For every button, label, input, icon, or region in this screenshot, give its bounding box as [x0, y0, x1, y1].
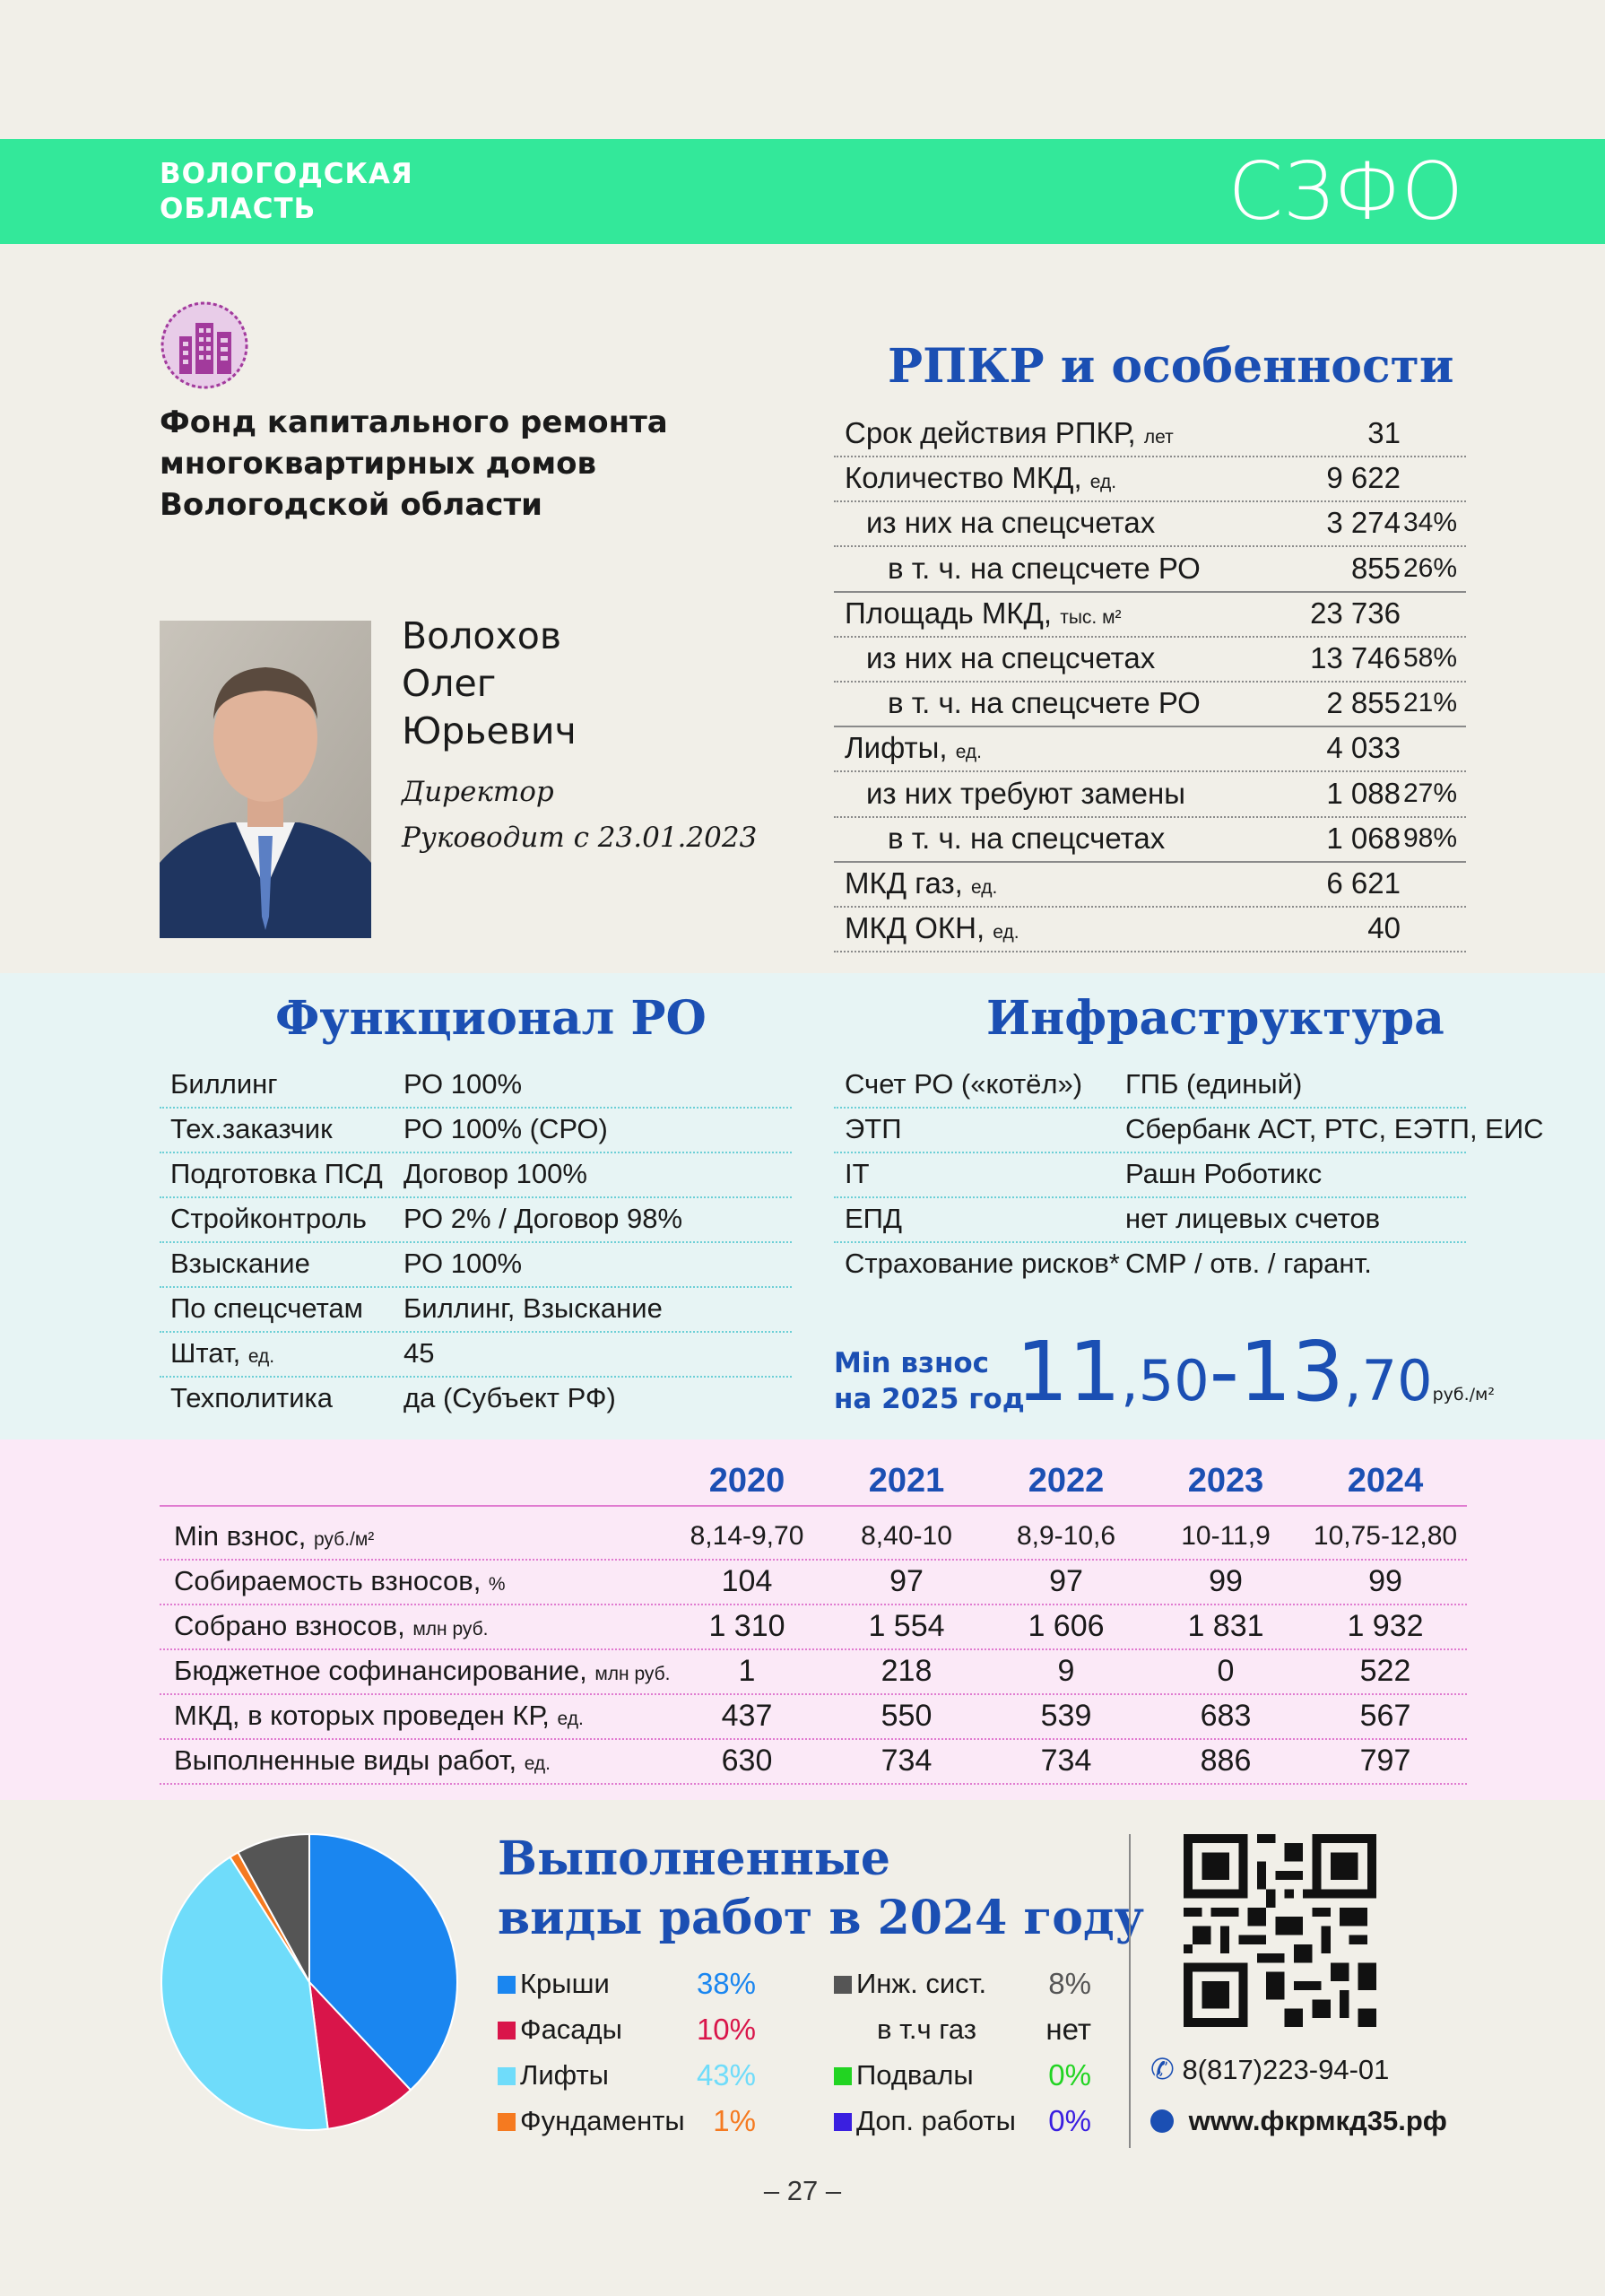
rpkr-row: [834, 500, 1466, 547]
district-name: СЗФО: [1228, 145, 1463, 238]
legend-swatch: [834, 1976, 852, 1994]
functional-value: 45: [403, 1337, 435, 1369]
infra-value: ГПБ (единый): [1125, 1068, 1303, 1100]
years-cell: 1 554: [868, 1609, 945, 1643]
functional-row: [160, 1196, 792, 1243]
functional-label: Штат, ед.: [170, 1337, 275, 1369]
legend-percent: 43%: [696, 2058, 756, 2092]
functional-label: Подготовка ПСД: [170, 1158, 383, 1189]
functional-value: РО 2% / Договор 98%: [403, 1203, 683, 1234]
rpkr-value: 31: [1367, 416, 1401, 449]
years-cell: 10,75-12,80: [1313, 1521, 1458, 1551]
rpkr-row: [834, 411, 1466, 457]
rpkr-percent: 98%: [1403, 822, 1458, 853]
years-row: [160, 1693, 1467, 1740]
rpkr-value: 4 033: [1326, 731, 1401, 765]
infra-row: [834, 1196, 1466, 1243]
years-cell: 630: [721, 1744, 773, 1778]
legend-percent: 0%: [1048, 2104, 1091, 2137]
rpkr-label: Площадь МКД, тыс. м²: [845, 596, 1122, 630]
rpkr-label: из них на спецсчетах: [866, 641, 1156, 674]
rpkr-value: 13 746: [1310, 641, 1401, 674]
min-fee-label: Min взнос на 2025 год: [834, 1347, 1025, 1415]
years-label: Выполненные виды работ, ед.: [174, 1744, 551, 1776]
year-header: 2022: [1028, 1462, 1105, 1500]
legend-swatch: [498, 1976, 516, 1994]
rpkr-row: [834, 591, 1466, 638]
years-cell: 9: [1057, 1654, 1075, 1688]
rpkr-row: [834, 546, 1466, 593]
years-cell: 797: [1359, 1744, 1411, 1778]
rpkr-value: 23 736: [1310, 596, 1401, 630]
infra-value: нет лицевых счетов: [1125, 1203, 1381, 1234]
year-header: 2021: [868, 1462, 945, 1500]
rpkr-percent: 27%: [1403, 778, 1458, 808]
years-cell: 1 831: [1187, 1609, 1264, 1643]
rpkr-percent: 21%: [1403, 688, 1458, 718]
years-cell: 1 310: [708, 1609, 785, 1643]
works-title: Выполненные виды работ в 2024 году: [498, 1831, 1144, 1945]
functional-label: По спецсчетам: [170, 1292, 363, 1324]
rpkr-label: из них на спецсчетах: [866, 506, 1156, 540]
rpkr-value: 3 274: [1326, 506, 1401, 540]
years-label: Min взнос, руб./м²: [174, 1520, 375, 1552]
site-link[interactable]: www.фкрмкд35.рф: [1188, 2105, 1447, 2136]
functional-label: Тех.заказчик: [170, 1113, 333, 1144]
infra-row: [834, 1152, 1466, 1198]
min-fee-value: 11,50-13,70руб./м²: [1016, 1324, 1495, 1420]
works-pie-chart: [157, 1830, 462, 2135]
infra-title: Инфраструктура: [986, 991, 1444, 1046]
rpkr-row: [834, 771, 1466, 818]
legend-item: Фундаменты: [498, 2103, 685, 2139]
globe-icon: [1150, 2109, 1174, 2133]
years-header-line: [160, 1505, 1467, 1507]
page-number: – 27 –: [763, 2175, 842, 2206]
infra-label: IT: [845, 1158, 870, 1189]
rpkr-row: [834, 906, 1466, 952]
years-cell: 97: [889, 1564, 924, 1598]
rpkr-label: в т. ч. на спецсчетах: [888, 821, 1166, 855]
year-header: 2024: [1347, 1462, 1424, 1500]
years-row: [160, 1648, 1467, 1695]
years-cell: 1: [738, 1654, 756, 1688]
rpkr-percent: 26%: [1403, 552, 1458, 583]
functional-row: [160, 1286, 792, 1333]
years-cell: 437: [721, 1699, 773, 1733]
rpkr-value: 40: [1367, 911, 1401, 945]
phone-contact: [1150, 2049, 1389, 2090]
rpkr-percent: 34%: [1403, 508, 1458, 538]
legend-item: Крыши: [498, 1966, 610, 2002]
years-cell: 104: [721, 1564, 773, 1598]
legend-swatch: [498, 2113, 516, 2131]
rpkr-label: в т. ч. на спецсчете РО: [888, 551, 1201, 585]
infra-value: Сбербанк АСТ, РТС, ЕЭТП, ЕИС: [1125, 1113, 1544, 1144]
rpkr-row: [834, 726, 1466, 772]
years-cell: 0: [1217, 1654, 1235, 1688]
legend-swatch: [834, 2067, 852, 2085]
infra-row: [834, 1241, 1466, 1286]
years-cell: 99: [1209, 1564, 1243, 1598]
functional-label: Биллинг: [170, 1068, 278, 1100]
rpkr-value: 1 088: [1326, 776, 1401, 810]
functional-value: РО 100%: [403, 1248, 523, 1279]
director-since: Руководит с 23.01.2023: [402, 822, 758, 854]
functional-value: Биллинг, Взыскание: [403, 1292, 663, 1324]
rpkr-row: [834, 456, 1466, 502]
legend-swatch: [834, 2113, 852, 2131]
infra-value: Рашн Роботикс: [1125, 1158, 1323, 1189]
legend-percent: нет: [1045, 2013, 1091, 2046]
infra-label: ЭТП: [845, 1113, 902, 1144]
rpkr-row: [834, 861, 1466, 908]
legend-percent: 1%: [713, 2104, 756, 2137]
years-cell: 97: [1049, 1564, 1083, 1598]
org-name: Фонд капитального ремонта многоквартирных домов Вологодской области: [160, 404, 668, 523]
qr-code-icon: [1184, 1834, 1376, 2027]
years-label: Бюджетное софинансирование, млн руб.: [174, 1655, 671, 1686]
rpkr-percent: 58%: [1403, 643, 1458, 673]
functional-row: [160, 1331, 792, 1378]
functional-row: [160, 1107, 792, 1153]
years-row: [160, 1604, 1467, 1650]
rpkr-label: Лифты, ед.: [845, 731, 982, 765]
legend-item: Лифты: [498, 2057, 609, 2093]
functional-value: да (Субъект РФ): [403, 1382, 616, 1413]
years-row: [160, 1738, 1467, 1785]
infra-label: Страхование рисков*: [845, 1248, 1120, 1279]
legend-item: Инж. сист.: [834, 1966, 986, 2002]
legend-item: Подвалы: [834, 2057, 974, 2093]
rpkr-value: 2 855: [1326, 686, 1401, 720]
phone-number[interactable]: 8(817)223-94-01: [1182, 2054, 1390, 2085]
legend-item: Фасады: [498, 2012, 622, 2048]
years-cell: 683: [1200, 1699, 1252, 1733]
rpkr-value: 9 622: [1326, 461, 1401, 495]
legend-swatch: [498, 2022, 516, 2039]
legend-item: Доп. работы: [834, 2103, 1016, 2139]
years-cell: 1 932: [1347, 1609, 1424, 1643]
rpkr-row: [834, 681, 1466, 727]
years-label: МКД, в которых проведен КР, ед.: [174, 1700, 584, 1731]
year-header: 2020: [708, 1462, 785, 1500]
legend-percent: 10%: [696, 2013, 756, 2046]
rpkr-value: 1 068: [1326, 821, 1401, 855]
director-name: Волохов Олег Юрьевич: [402, 614, 577, 752]
site-contact: [1150, 2101, 1447, 2141]
functional-label: Техполитика: [170, 1382, 334, 1413]
pie-svg: [157, 1830, 462, 2135]
region-name: ВОЛОГОДСКАЯ ОБЛАСТЬ: [160, 158, 413, 225]
years-label: Собрано взносов, млн руб.: [174, 1610, 489, 1641]
years-cell: 99: [1368, 1564, 1402, 1598]
rpkr-row: [834, 816, 1466, 863]
functional-value: РО 100%: [403, 1068, 523, 1100]
years-cell: 8,9-10,6: [1016, 1521, 1116, 1551]
functional-row: [160, 1241, 792, 1288]
legend-percent: 8%: [1048, 1967, 1091, 2000]
years-cell: 734: [1040, 1744, 1092, 1778]
rpkr-label: Количество МКД, ед.: [845, 461, 1117, 495]
infra-label: Счет РО («котёл»): [845, 1068, 1083, 1100]
functional-value: РО 100% (СРО): [403, 1113, 608, 1144]
infra-label: ЕПД: [845, 1203, 902, 1234]
years-cell: 1 606: [1028, 1609, 1105, 1643]
rpkr-title: РПКР и особенности: [888, 339, 1454, 394]
year-header: 2023: [1187, 1462, 1264, 1500]
years-cell: 567: [1359, 1699, 1411, 1733]
years-row: [160, 1559, 1467, 1605]
years-cell: 10-11,9: [1181, 1521, 1271, 1551]
functional-label: Взыскание: [170, 1248, 310, 1279]
rpkr-label: МКД ОКН, ед.: [845, 911, 1019, 945]
functional-row: [160, 1152, 792, 1198]
director-photo: [160, 621, 371, 938]
years-cell: 522: [1359, 1654, 1411, 1688]
years-cell: 886: [1200, 1744, 1252, 1778]
infra-value: СМР / отв. / гарант.: [1125, 1248, 1372, 1279]
infra-row: [834, 1062, 1466, 1109]
years-row: [160, 1514, 1467, 1561]
years-cell: 218: [881, 1654, 933, 1688]
rpkr-label: МКД газ, ед.: [845, 866, 998, 900]
legend-item: в т.ч газ: [877, 2013, 976, 2045]
director-position: Директор: [402, 776, 554, 808]
rpkr-value: 6 621: [1326, 866, 1401, 900]
legend-percent: 38%: [696, 1967, 756, 2000]
years-cell: 550: [881, 1699, 933, 1733]
rpkr-label: в т. ч. на спецсчете РО: [888, 686, 1201, 720]
years-label: Собираемость взносов, %: [174, 1565, 506, 1596]
building-logo-icon: [160, 300, 249, 390]
functional-title: Функционал РО: [275, 991, 707, 1046]
rpkr-label: Срок действия РПКР, лет: [845, 416, 1174, 449]
years-cell: 8,40-10: [861, 1521, 952, 1551]
rpkr-label: из них требуют замены: [866, 776, 1185, 810]
infra-row: [834, 1107, 1544, 1153]
phone-icon: ✆: [1150, 2053, 1175, 2085]
functional-row: [160, 1376, 792, 1421]
functional-row: [160, 1062, 792, 1109]
contacts-divider: [1129, 1834, 1131, 2148]
functional-label: Стройконтроль: [170, 1203, 367, 1234]
legend-swatch: [498, 2067, 516, 2085]
legend-percent: 0%: [1048, 2058, 1091, 2092]
rpkr-value: 855: [1350, 551, 1401, 585]
functional-value: Договор 100%: [403, 1158, 587, 1189]
years-cell: 734: [881, 1744, 933, 1778]
rpkr-row: [834, 636, 1466, 683]
years-cell: 8,14-9,70: [690, 1521, 804, 1551]
years-cell: 539: [1040, 1699, 1092, 1733]
